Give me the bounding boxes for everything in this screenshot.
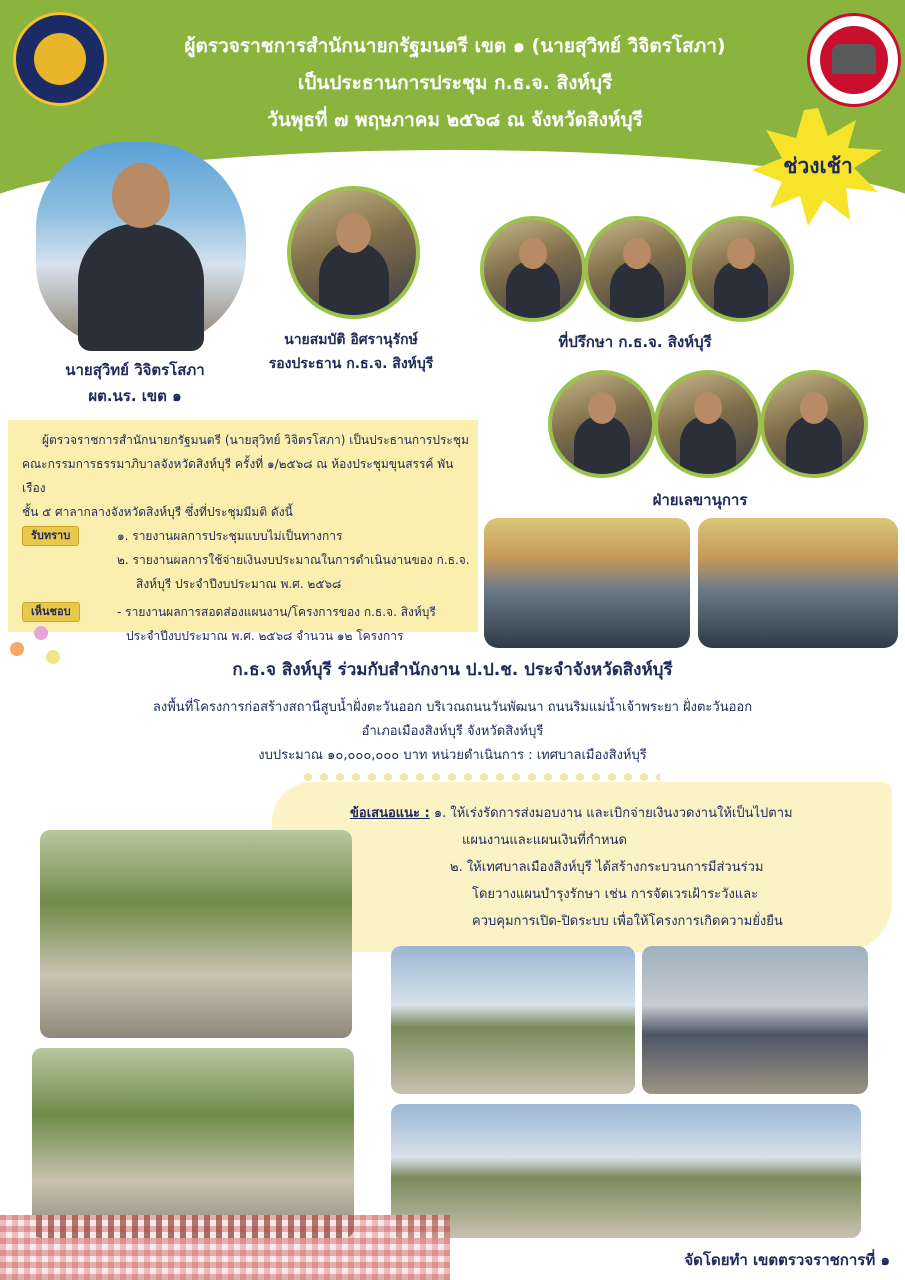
chairman-caption (30, 357, 240, 409)
summary-intro-2: คณะกรรมการธรรมาภิบาลจังหวัดสิงห์บุรี ครั้งที่ ๑/๒๕๖๘ ณ ห้องประชุมขุนสรรค์ พันเรือง (22, 457, 454, 495)
advice-label: ข้อเสนอแนะ : (350, 806, 430, 821)
chairman-role: ผต.นร. เขต ๑ (88, 387, 182, 405)
approve-tag: เห็นชอบ (22, 602, 80, 622)
site-visit-budget: งบประมาณ ๑๐,๐๐๐,๐๐๐ บาท หน่วยดำเนินการ : เทศบาลเมืองสิงห์บุรี (258, 748, 647, 763)
secretariat-photo (654, 370, 762, 478)
advice-item-1: ๑. ให้เร่งรัดการส่งมอบงาน และเบิกจ่ายเงินงวดงานให้เป็นไปตาม (433, 806, 793, 821)
vice-chairman-photo (287, 186, 420, 319)
site-visit-title: ก.ธ.จ สิงห์บุรี ร่วมกับสำนักงาน ป.ป.ช. ประจำจังหวัดสิงห์บุรี (232, 660, 673, 680)
summary-intro-3: ชั้น ๕ ศาลากลางจังหวัดสิงห์บุรี ซึ่งที่ประชุมมีมติ ดังนี้ (22, 505, 293, 519)
chairman-name: นายสุวิทย์ วิจิตรโสภา (65, 361, 205, 379)
morning-session-badge: ช่วงเช้า (783, 154, 853, 178)
acknowledge-tag: รับทราบ (22, 526, 79, 546)
advice-item-2: ๒. ให้เทศบาลเมืองสิงห์บุรี ได้สร้างกระบวนการมีส่วนร่วม (450, 860, 764, 875)
meeting-room-photo (698, 518, 898, 648)
title-line-3: วันพุธที่ ๗ พฤษภาคม ๒๕๖๘ ณ จังหวัดสิงห์บุรี (267, 109, 643, 131)
title-line-1: ผู้ตรวจราชการสำนักนายกรัฐมนตรี เขต ๑ (นายสุวิทย์ วิจิตรโสภา) (184, 35, 726, 57)
advisor-photo (584, 216, 690, 322)
dots-divider (300, 772, 660, 782)
checkered-decoration (0, 1215, 450, 1280)
site-inspection-photo (642, 946, 868, 1094)
advisors-caption: ที่ปรึกษา ก.ธ.จ. สิงห์บุรี (558, 333, 712, 351)
flower-decoration (34, 626, 48, 640)
approve-item-1: - รายงานผลการสอดส่องแผนงาน/โครงการของ ก.ธ.จ. สิงห์บุรี (117, 605, 436, 619)
acknowledge-item-1: ๑. รายงานผลการประชุมแบบไม่เป็นทางการ (117, 529, 343, 543)
advice-item-2-cont-1: โดยวางแผนบำรุงรักษา เช่น การจัดเวรเฝ้าระวังและ (472, 887, 759, 902)
vice-chairman-caption (256, 328, 446, 376)
site-visit-line-2: อำเภอเมืองสิงห์บุรี จังหวัดสิงห์บุรี (361, 724, 544, 739)
flower-decoration (10, 642, 24, 656)
secretariat-photo (548, 370, 656, 478)
site-visit-details (60, 696, 845, 768)
meeting-room-photo (484, 518, 690, 648)
office-seal-logo (13, 12, 107, 106)
site-visit-line-1: ลงพื้นที่โครงการก่อสร้างสถานีสูบน้ำฝั่งตะวันออก บริเวณถนนวันพัฒนา ถนนริมแม่น้ำเจ้าพระยา ฝั่งตะวันออก (152, 700, 753, 715)
advisor-photo (688, 216, 794, 322)
group-photo (391, 1104, 861, 1238)
acknowledge-item-2: ๒. รายงานผลการใช้จ่ายเงินงบประมาณในการดำเนินงานของ ก.ธ.จ. (117, 553, 470, 567)
advice-block (350, 800, 890, 935)
advisor-photo (480, 216, 586, 322)
site-visit-photo (40, 830, 352, 1038)
secretariat-caption: ฝ่ายเลขานุการ (652, 491, 748, 509)
site-visit-photo (32, 1048, 354, 1238)
chairman-photo (36, 142, 246, 347)
pump-station-photo (391, 946, 635, 1094)
approve-item-1-cont: ประจำปีงบประมาณ พ.ศ. ๒๕๖๘ จำนวน ๑๒ โครงการ (126, 629, 404, 643)
vice-chairman-role: รองประธาน ก.ธ.จ. สิงห์บุรี (268, 356, 434, 372)
page-title (110, 28, 800, 139)
province-seal-logo (807, 13, 901, 107)
meeting-summary (22, 428, 474, 648)
vice-chairman-name: นายสมบัติ อิศรานุรักษ์ (284, 332, 418, 348)
summary-intro-1: ผู้ตรวจราชการสำนักนายกรัฐมนตรี (นายสุวิทย์ วิจิตรโสภา) เป็นประธานการประชุม (42, 433, 469, 447)
advice-item-1-cont: แผนงานและแผนเงินที่กำหนด (462, 833, 627, 848)
secretariat-photo (760, 370, 868, 478)
advice-item-2-cont-2: ควบคุมการเปิด-ปิดระบบ เพื่อให้โครงการเกิดความยั่งยืน (472, 914, 783, 929)
organizer-credit: จัดโดยทำ เขตตรวจราชการที่ ๑ (684, 1251, 890, 1269)
acknowledge-item-2-cont: สิงห์บุรี ประจำปีงบประมาณ พ.ศ. ๒๕๖๘ (136, 577, 342, 591)
title-line-2: เป็นประธานการประชุม ก.ธ.จ. สิงห์บุรี (297, 72, 613, 94)
